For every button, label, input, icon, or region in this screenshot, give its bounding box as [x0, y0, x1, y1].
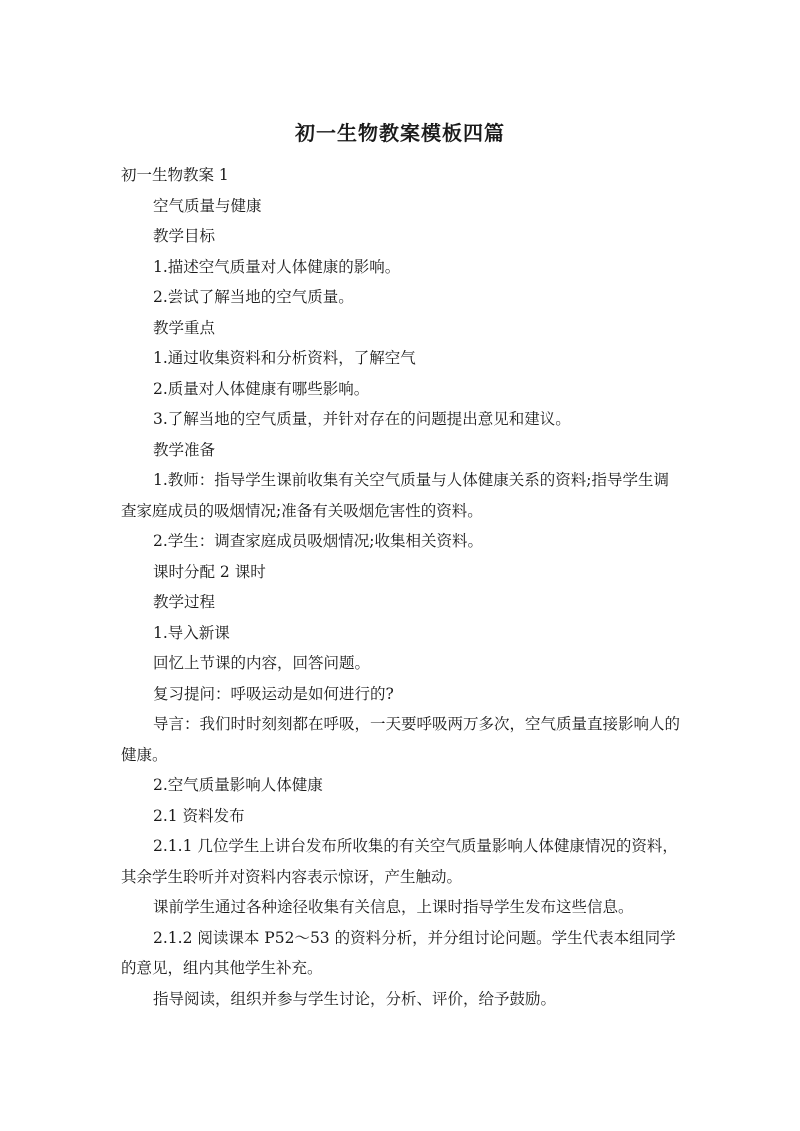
document-body: [121, 160, 681, 1014]
paragraph: 2.学生：调查家庭成员吸烟情况;收集相关资料。: [153, 532, 484, 550]
paragraph: 2.尝试了解当地的空气质量。: [153, 288, 354, 306]
section-heading: 初一生物教案 1: [121, 166, 229, 184]
paragraph: 1.导入新课: [153, 623, 230, 642]
subheading-class-hours: 课时分配 2 课时: [153, 562, 266, 581]
paragraph: 回忆上节课的内容，回答问题。: [153, 654, 371, 672]
subheading-objectives: 教学目标: [153, 227, 216, 245]
paragraph: 2.1.2 阅读课本 P52～53 的资料分析，并分组讨论问题。学生代表本组同学的意见，组内其他学生补充。: [121, 928, 676, 977]
paragraph: 复习提问：呼吸运动是如何进行的?: [153, 684, 394, 703]
document-title: 初一生物教案模板四篇: [295, 121, 505, 145]
paragraph: 导言：我们时时刻刻都在呼吸，一天要呼吸两万多次，空气质量直接影响人的健康。: [121, 715, 681, 764]
paragraph: 指导阅读，组织并参与学生讨论，分析、评价，给予鼓励。: [153, 989, 557, 1008]
paragraph: 课前学生通过各种途径收集有关信息，上课时指导学生发布这些信息。: [153, 898, 634, 916]
paragraph: 1.描述空气质量对人体健康的影响。: [153, 257, 401, 276]
paragraph: 1.教师：指导学生课前收集有关空气质量与人体健康关系的资料;指导学生调查家庭成员的吸烟情况;准备有关吸烟危害性的资料。: [121, 471, 670, 520]
subheading-preparation: 教学准备: [153, 440, 216, 459]
paragraph: 2.空气质量影响人体健康: [153, 776, 323, 794]
paragraph: 2.质量对人体健康有哪些影响。: [153, 379, 370, 398]
lesson-topic: 空气质量与健康: [153, 196, 262, 215]
paragraph: 2.1.1 几位学生上讲台发布所收集的有关空气质量影响人体健康情况的资料，其余学生聆听并对资料内容表示惊讶，产生触动。: [121, 837, 678, 886]
subheading-key-points: 教学重点: [153, 318, 216, 337]
paragraph: 2.1 资料发布: [153, 806, 245, 825]
paragraph: 1.通过收集资料和分析资料，了解空气: [153, 349, 416, 367]
paragraph: 3.了解当地的空气质量，并针对存在的问题提出意见和建议。: [153, 410, 571, 428]
subheading-process: 教学过程: [153, 593, 216, 611]
